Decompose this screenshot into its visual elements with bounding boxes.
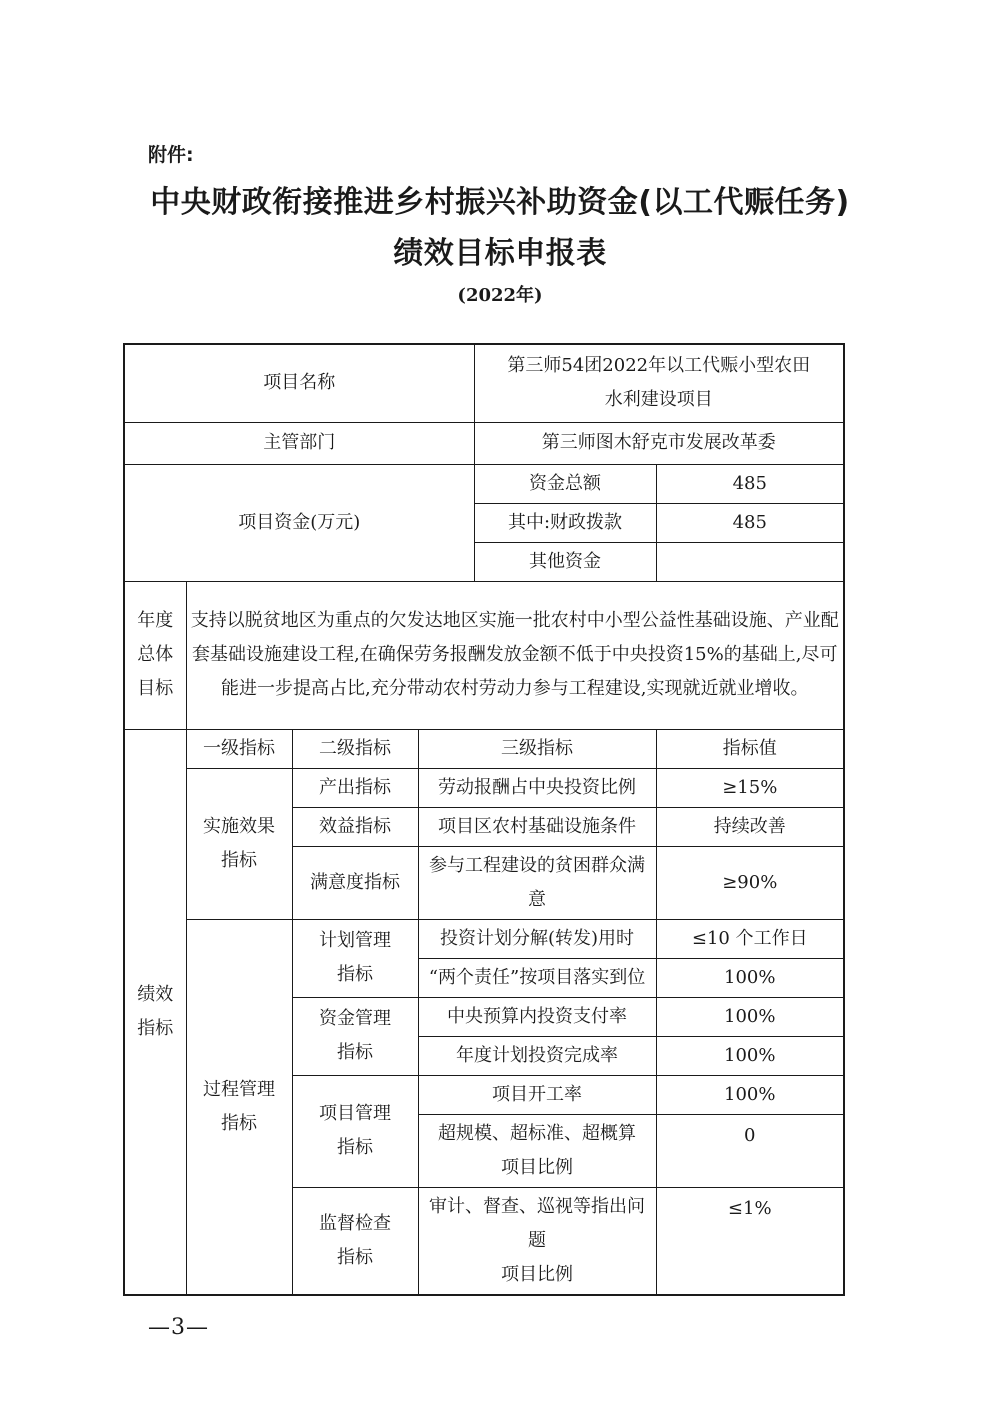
funds-other-value [656, 542, 844, 581]
funds-fiscal-value: 485 [656, 503, 844, 542]
table-cell: 100% [656, 1036, 844, 1075]
table-cell: 100% [656, 958, 844, 997]
table-cell: 项目开工率 [418, 1075, 656, 1114]
table-cell: “两个责任”按项目落实到位 [418, 958, 656, 997]
header-level2: 二级指标 [292, 729, 418, 768]
funds-total-value: 485 [656, 464, 844, 503]
table-cell: 产出指标 [292, 768, 418, 807]
document-year: (2022年) [457, 285, 543, 306]
table-cell: 效益指标 [292, 807, 418, 846]
table-cell: ≥15% [656, 768, 844, 807]
header-level3: 三级指标 [418, 729, 656, 768]
table-cell: 投资计划分解(转发)用时 [418, 919, 656, 958]
table-cell: 0 [656, 1114, 844, 1187]
document-subtitle: 绩效目标申报表 [393, 236, 607, 271]
funds-total-label: 资金总额 [474, 464, 656, 503]
performance-target-table [123, 343, 845, 1296]
table-cell: 项目管理 指标 [292, 1075, 418, 1187]
table-cell: 劳动报酬占中央投资比例 [418, 768, 656, 807]
project-name-value: 第三师54团2022年以工代赈小型农田 水利建设项目 [474, 344, 844, 422]
table-cell: 100% [656, 1075, 844, 1114]
page-number: —3— [148, 1315, 209, 1340]
table-cell: 审计、督查、巡视等指出问题 项目比例 [418, 1187, 656, 1295]
table-cell: 参与工程建设的贫困群众满意 [418, 846, 656, 919]
header-level1: 一级指标 [186, 729, 292, 768]
table-cell: 超规模、超标准、超概算 项目比例 [418, 1114, 656, 1187]
table-cell: 计划管理 指标 [292, 919, 418, 997]
annual-goal-text: 支持以脱贫地区为重点的欠发达地区实施一批农村中小型公益性基础设施、产业配套基础设施建设工程,在确保劳务报酬发放金额不低于中央投资15%的基础上,尽可能进一步提高占比,充分带动农村劳动力参与工程建设,实现就近就业增收。 [186, 581, 844, 729]
attachment-label: 附件: [148, 144, 194, 166]
table-cell: ≥90% [656, 846, 844, 919]
table-cell: 中央预算内投资支付率 [418, 997, 656, 1036]
table-cell: ≤1% [656, 1187, 844, 1295]
annual-goal-label: 年度 总体 目标 [124, 581, 186, 729]
project-name-label: 项目名称 [124, 344, 474, 422]
table-cell: 满意度指标 [292, 846, 418, 919]
table-cell: 持续改善 [656, 807, 844, 846]
performance-indicators-label: 绩效 指标 [124, 729, 186, 1295]
table-cell: ≤10 个工作日 [656, 919, 844, 958]
table-cell: 年度计划投资完成率 [418, 1036, 656, 1075]
dept-label: 主管部门 [124, 422, 474, 464]
dept-value: 第三师图木舒克市发展改革委 [474, 422, 844, 464]
table-cell: 100% [656, 997, 844, 1036]
funds-label: 项目资金(万元) [124, 464, 474, 581]
funds-other-label: 其他资金 [474, 542, 656, 581]
funds-fiscal-label: 其中:财政拨款 [474, 503, 656, 542]
table-cell: 资金管理 指标 [292, 997, 418, 1075]
group-effect-label: 实施效果 指标 [186, 768, 292, 919]
document-title: 中央财政衔接推进乡村振兴补助资金(以工代赈任务) [150, 185, 850, 220]
group-process-label: 过程管理 指标 [186, 919, 292, 1295]
table-cell: 项目区农村基础设施条件 [418, 807, 656, 846]
table-cell: 监督检查 指标 [292, 1187, 418, 1295]
header-value: 指标值 [656, 729, 844, 768]
